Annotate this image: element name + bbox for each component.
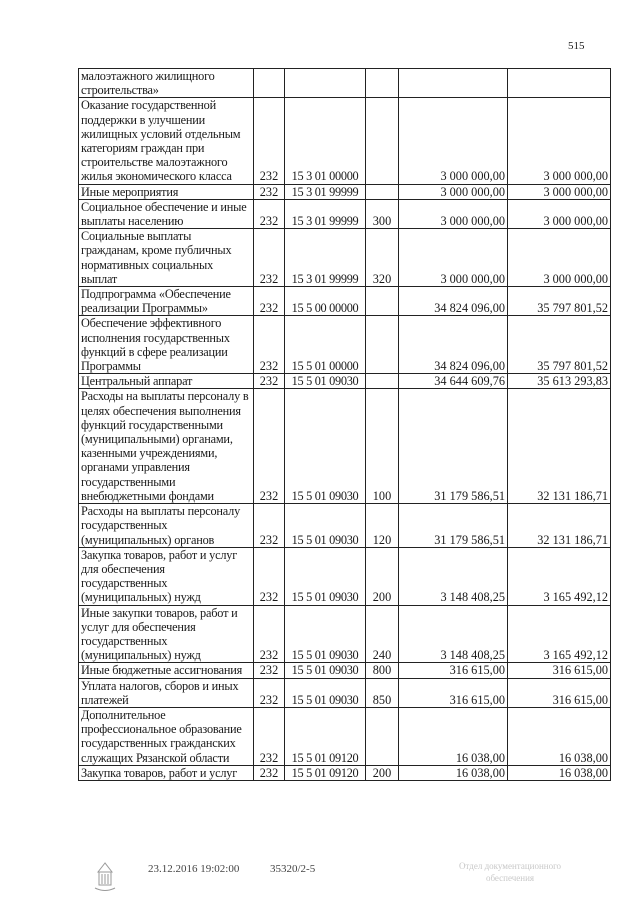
expense-type-cell: 200 — [366, 765, 399, 780]
row-name-cell: Иные бюджетные ассигнования — [79, 663, 254, 678]
target-article-cell: 15 5 01 09120 — [285, 765, 366, 780]
admin-code-cell: 232 — [254, 504, 285, 548]
expense-type-cell: 320 — [366, 229, 399, 287]
amount-year1-cell: 16 038,00 — [399, 707, 508, 765]
amount-year2-cell: 35 797 801,52 — [508, 316, 611, 374]
target-article-cell: 15 3 01 99999 — [285, 199, 366, 228]
table-row — [79, 663, 611, 678]
table-row — [79, 765, 611, 780]
amount-year1-cell: 16 038,00 — [399, 765, 508, 780]
budget-table-body — [79, 69, 611, 781]
amount-year1-cell: 31 179 586,51 — [399, 504, 508, 548]
table-row — [79, 678, 611, 707]
amount-year1-cell: 316 615,00 — [399, 678, 508, 707]
table-row — [79, 98, 611, 184]
amount-year1-cell: 316 615,00 — [399, 663, 508, 678]
expense-type-cell — [366, 707, 399, 765]
admin-code-cell: 232 — [254, 287, 285, 316]
amount-year2-cell: 32 131 186,71 — [508, 389, 611, 504]
target-article-cell: 15 5 01 09030 — [285, 504, 366, 548]
target-article-cell: 15 5 01 00000 — [285, 316, 366, 374]
admin-code-cell: 232 — [254, 389, 285, 504]
registration-timestamp: 23.12.2016 19:02:00 — [148, 863, 240, 875]
row-name-cell: Центральный аппарат — [79, 374, 254, 389]
admin-code-cell: 232 — [254, 184, 285, 199]
target-article-cell: 15 5 01 09030 — [285, 547, 366, 605]
target-article-cell: 15 5 01 09120 — [285, 707, 366, 765]
table-row — [79, 69, 611, 98]
amount-year1-cell: 34 644 609,76 — [399, 374, 508, 389]
row-name-cell: Социальное обеспечение и иные выплаты населению — [79, 199, 254, 228]
admin-code-cell: 232 — [254, 98, 285, 184]
expense-type-cell: 240 — [366, 605, 399, 663]
amount-year2-cell: 316 615,00 — [508, 663, 611, 678]
amount-year2-cell: 3 000 000,00 — [508, 229, 611, 287]
amount-year1-cell: 3 000 000,00 — [399, 98, 508, 184]
amount-year1-cell: 3 000 000,00 — [399, 199, 508, 228]
expense-type-cell: 800 — [366, 663, 399, 678]
row-name-cell: Подпрограмма «Обеспечение реализации Программы» — [79, 287, 254, 316]
amount-year1-cell — [399, 69, 508, 98]
amount-year2-cell: 316 615,00 — [508, 678, 611, 707]
expense-type-cell — [366, 374, 399, 389]
expense-type-cell — [366, 69, 399, 98]
table-row — [79, 547, 611, 605]
admin-code-cell: 232 — [254, 765, 285, 780]
amount-year2-cell: 3 000 000,00 — [508, 184, 611, 199]
expense-type-cell: 850 — [366, 678, 399, 707]
table-row — [79, 389, 611, 504]
row-name-cell: Оказание государственной поддержки в улучшении жилищных условий отдельным категориям граждан при строительстве малоэтажного жилья экономического класса — [79, 98, 254, 184]
admin-code-cell: 232 — [254, 663, 285, 678]
row-name-cell: Расходы на выплаты персоналу в целях обеспечения выполнения функций государственными (муниципальными) органами, казенными учреждениями, органами управления государственными внебюджетными фондами — [79, 389, 254, 504]
building-seal-icon — [92, 860, 118, 894]
amount-year2-cell: 16 038,00 — [508, 707, 611, 765]
row-name-cell: Обеспечение эффективного исполнения государственных функций в сфере реализации Программы — [79, 316, 254, 374]
row-name-cell: Иные закупки товаров, работ и услуг для обеспечения государственных (муниципальных) нужд — [79, 605, 254, 663]
row-name-cell: Уплата налогов, сборов и иных платежей — [79, 678, 254, 707]
admin-code-cell — [254, 69, 285, 98]
row-name-cell: Дополнительное профессиональное образование государственных гражданских служащих Рязанской области — [79, 707, 254, 765]
admin-code-cell: 232 — [254, 229, 285, 287]
expense-type-cell — [366, 98, 399, 184]
admin-code-cell: 232 — [254, 605, 285, 663]
amount-year2-cell: 16 038,00 — [508, 765, 611, 780]
budget-table — [78, 68, 611, 781]
admin-code-cell: 232 — [254, 374, 285, 389]
expense-type-cell: 200 — [366, 547, 399, 605]
department-watermark: Отдел документационного обеспечения — [458, 861, 562, 883]
amount-year1-cell: 3 148 408,25 — [399, 547, 508, 605]
admin-code-cell: 232 — [254, 316, 285, 374]
target-article-cell — [285, 69, 366, 98]
page-footer — [0, 860, 640, 900]
target-article-cell: 15 5 00 00000 — [285, 287, 366, 316]
amount-year2-cell: 3 000 000,00 — [508, 98, 611, 184]
target-article-cell: 15 5 01 09030 — [285, 678, 366, 707]
row-name-cell: Расходы на выплаты персоналу государственных (муниципальных) органов — [79, 504, 254, 548]
document-code: 35320/2-5 — [270, 863, 316, 875]
row-name-cell: Социальные выплаты гражданам, кроме публичных нормативных социальных выплат — [79, 229, 254, 287]
row-name-cell: Закупка товаров, работ и услуг — [79, 765, 254, 780]
amount-year2-cell: 3 000 000,00 — [508, 199, 611, 228]
amount-year2-cell: 3 165 492,12 — [508, 605, 611, 663]
amount-year1-cell: 31 179 586,51 — [399, 389, 508, 504]
amount-year2-cell — [508, 69, 611, 98]
expense-type-cell: 300 — [366, 199, 399, 228]
table-row — [79, 504, 611, 548]
amount-year1-cell: 34 824 096,00 — [399, 287, 508, 316]
admin-code-cell: 232 — [254, 199, 285, 228]
expense-type-cell — [366, 184, 399, 199]
target-article-cell: 15 5 01 09030 — [285, 663, 366, 678]
amount-year1-cell: 34 824 096,00 — [399, 316, 508, 374]
table-row — [79, 316, 611, 374]
table-row — [79, 184, 611, 199]
table-row — [79, 229, 611, 287]
target-article-cell: 15 5 01 09030 — [285, 605, 366, 663]
target-article-cell: 15 3 01 99999 — [285, 229, 366, 287]
table-row — [79, 287, 611, 316]
admin-code-cell: 232 — [254, 547, 285, 605]
amount-year1-cell: 3 000 000,00 — [399, 229, 508, 287]
amount-year1-cell: 3 000 000,00 — [399, 184, 508, 199]
admin-code-cell: 232 — [254, 707, 285, 765]
expense-type-cell — [366, 316, 399, 374]
expense-type-cell: 120 — [366, 504, 399, 548]
target-article-cell: 15 3 01 00000 — [285, 98, 366, 184]
amount-year2-cell: 35 797 801,52 — [508, 287, 611, 316]
row-name-cell: Иные мероприятия — [79, 184, 254, 199]
table-row — [79, 374, 611, 389]
amount-year1-cell: 3 148 408,25 — [399, 605, 508, 663]
table-row — [79, 199, 611, 228]
amount-year2-cell: 32 131 186,71 — [508, 504, 611, 548]
target-article-cell: 15 5 01 09030 — [285, 389, 366, 504]
row-name-cell: Закупка товаров, работ и услуг для обеспечения государственных (муниципальных) нужд — [79, 547, 254, 605]
row-name-cell: малоэтажного жилищного строительства» — [79, 69, 254, 98]
expense-type-cell — [366, 287, 399, 316]
page-number: 515 — [568, 40, 585, 52]
target-article-cell: 15 5 01 09030 — [285, 374, 366, 389]
table-row — [79, 707, 611, 765]
amount-year2-cell: 35 613 293,83 — [508, 374, 611, 389]
table-row — [79, 605, 611, 663]
amount-year2-cell: 3 165 492,12 — [508, 547, 611, 605]
expense-type-cell: 100 — [366, 389, 399, 504]
target-article-cell: 15 3 01 99999 — [285, 184, 366, 199]
admin-code-cell: 232 — [254, 678, 285, 707]
